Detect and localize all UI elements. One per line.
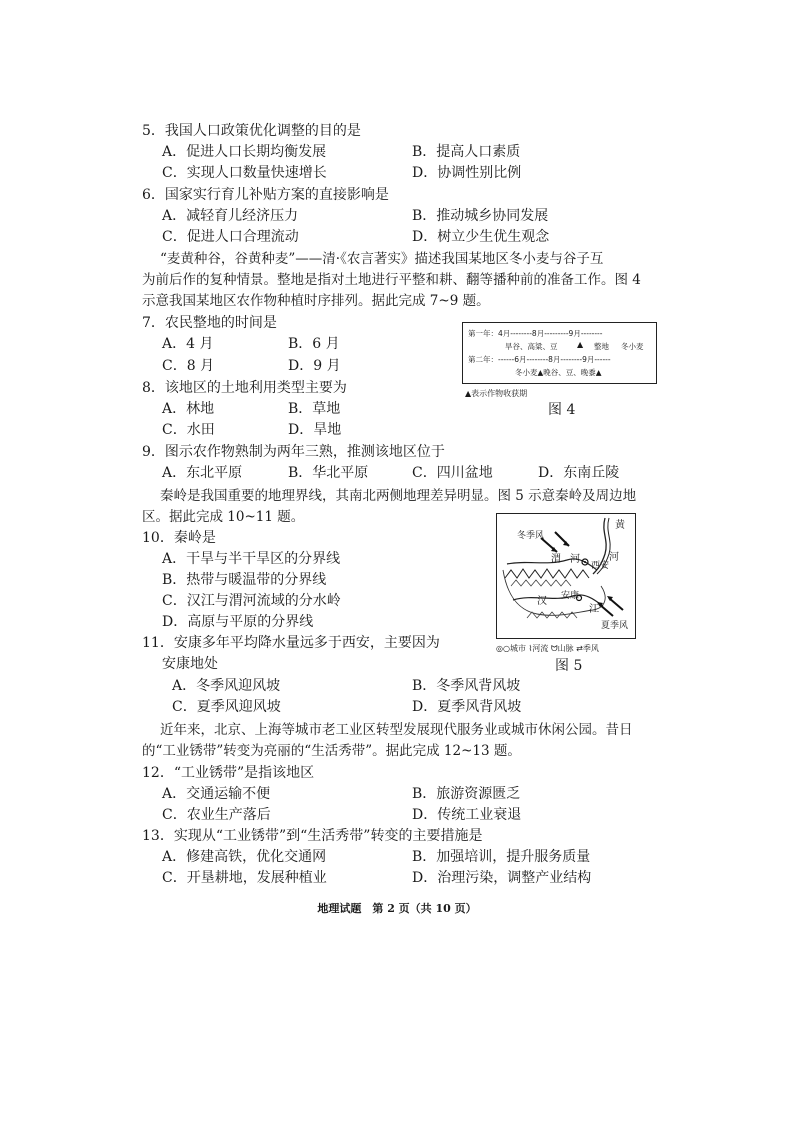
q13-option-c: C．开垦耕地，发展种植业	[162, 870, 327, 886]
q12-option-c: C．农业生产落后	[162, 807, 271, 823]
fig5-he-label: 河	[570, 554, 580, 565]
q6-option-b: B．推动城乡协同发展	[412, 208, 549, 224]
fig5-han-label: 汉	[537, 596, 547, 607]
fig5-wei-label: 渭	[551, 554, 561, 565]
q13-option-d: D．治理污染，调整产业结构	[412, 870, 592, 886]
intro-12-13-line2: 的“工业锈带”转变为亮丽的“生活秀带”。据此完成 12~13 题。	[142, 743, 521, 759]
q5-option-b: B．提高人口素质	[412, 144, 521, 160]
q7-option-c: C．8 月	[162, 358, 215, 374]
q12-option-d: D．传统工业衰退	[412, 807, 522, 823]
intro-7-9-line3: 示意我国某地区农作物种植时序排列。据此完成 7~9 题。	[142, 293, 490, 309]
q7-option-d: D．9 月	[288, 358, 341, 374]
fig5-jiang-label: 江	[589, 604, 599, 615]
intro-7-9-line1: “麦黄种谷，谷黄种麦”——清·《农言著实》描述我国某地区冬小麦与谷子互	[160, 251, 604, 267]
fig4-row2-crops: 冬小麦▲晚谷、豆、晚黍▲	[515, 368, 602, 377]
q9-option-a: A．东北平原	[162, 465, 243, 481]
q10-option-b: B．热带与暖温带的分界线	[162, 572, 327, 588]
q5-option-c: C．实现人口数量快速增长	[162, 165, 327, 181]
q8-option-b: B．草地	[288, 401, 341, 417]
fig4-winter-wheat-label: 冬小麦	[621, 342, 644, 351]
q6-option-c: C．促进人口合理流动	[162, 229, 299, 245]
q12-option-a: A．交通运输不便	[162, 786, 271, 802]
question-9-stem: 9．图示农作物熟制为两年三熟，推测该地区位于	[142, 444, 445, 460]
question-11-stem-cont: 安康地处	[162, 656, 218, 672]
question-11-stem: 11．安康多年平均降水量远多于西安，主要因为	[142, 635, 440, 651]
q6-option-a: A．减轻育儿经济压力	[162, 208, 299, 224]
q8-option-d: D．旱地	[288, 422, 342, 438]
fig5-ankang-label: 安康	[561, 591, 580, 601]
q12-option-b: B．旅游资源匮乏	[412, 786, 521, 802]
page-footer: 地理试题 第 2 页（共 10 页）	[317, 902, 477, 915]
qinling-mountains-2	[511, 580, 571, 586]
q11-option-a: A．冬季风迎风坡	[172, 678, 281, 694]
q7-option-b: B．6 月	[288, 336, 340, 352]
fig4-legend: ▲表示作物收获期	[465, 389, 528, 398]
question-10-stem: 10．秦岭是	[142, 530, 216, 546]
q5-option-a: A．促进人口长期均衡发展	[162, 144, 327, 160]
intro-7-9-line2: 为前后作的复种情景。整地是指对土地进行平整和耕、翻等播种前的准备工作。图 4	[142, 272, 641, 288]
question-12-stem: 12．“工业锈带”是指该地区	[142, 765, 315, 781]
intro-10-11-line2: 区。据此完成 10~11 题。	[142, 509, 305, 525]
q5-option-d: D．协调性别比例	[412, 165, 522, 181]
q11-option-d: D．夏季风背风坡	[412, 699, 522, 715]
fig5-huang-label: 黄	[615, 520, 625, 531]
harvest-triangle-icon: ▲	[577, 340, 584, 349]
q8-option-c: C．水田	[162, 422, 215, 438]
fig4-row1-timeline: 第一年：4月--------8月---------9月--------	[468, 329, 603, 338]
fig5-legend: ◎○城市 ⌇河流 ᗢ山脉 ⇄季风	[496, 644, 599, 653]
q13-option-b: B．加强培训，提升服务质量	[412, 849, 591, 865]
q11-option-c: C．夏季风迎风坡	[172, 699, 281, 715]
fig4-row1-crops: 旱谷、高粱、豆	[505, 342, 558, 351]
fig5-xian-label: 西安	[591, 561, 610, 571]
question-6-stem: 6．国家实行育儿补贴方案的直接影响是	[142, 187, 389, 203]
q6-option-d: D．树立少生优生观念	[412, 229, 550, 245]
q10-option-a: A．干旱与半干旱区的分界线	[162, 551, 341, 567]
q8-option-a: A．林地	[162, 401, 215, 417]
question-8-stem: 8．该地区的土地利用类型主要为	[142, 380, 347, 396]
q11-option-b: B．冬季风背风坡	[412, 678, 521, 694]
fig5-he2-label: 河	[609, 552, 619, 563]
q9-option-b: B．华北平原	[288, 465, 369, 481]
intro-12-13-line1: 近年来，北京、上海等城市老工业区转型发展现代服务业或城市休闲公园。昔日	[160, 722, 633, 738]
question-13-stem: 13．实现从“工业锈带”到“生活秀带”转变的主要措施是	[142, 828, 483, 844]
fig5-winter-monsoon-label: 冬季风	[517, 531, 545, 541]
xian-city-dot	[584, 561, 586, 563]
intro-10-11-line1: 秦岭是我国重要的地理界线，其南北两侧地理差异明显。图 5 示意秦岭及周边地	[160, 488, 637, 504]
q9-option-d: D．东南丘陵	[538, 465, 620, 481]
question-5-stem: 5．我国人口政策优化调整的目的是	[142, 123, 361, 139]
figure-4-caption: 图 4	[548, 402, 576, 418]
q13-option-a: A．修建高铁，优化交通网	[162, 849, 327, 865]
q10-option-c: C．汉江与渭河流域的分水岭	[162, 593, 341, 609]
q10-option-d: D．高原与平原的分界线	[162, 614, 314, 630]
fig5-summer-monsoon-label: 夏季风	[601, 621, 629, 631]
qinling-mountains	[505, 569, 589, 578]
fig4-land-prep-label: 整地	[594, 342, 609, 351]
summer-monsoon-arrow-2	[609, 598, 623, 610]
question-7-stem: 7．农民整地的时间是	[142, 315, 277, 331]
summer-monsoon-arrow-1	[599, 604, 613, 616]
q9-option-c: C．四川盆地	[412, 465, 493, 481]
q7-option-a: A．4 月	[162, 336, 214, 352]
figure-4-crop-calendar	[462, 322, 657, 384]
fig4-row2-timeline: 第二年：------6月--------8月--------9月------	[468, 355, 611, 364]
figure-5-qinling-map	[496, 513, 636, 639]
figure-5-caption: 图 5	[555, 658, 583, 674]
